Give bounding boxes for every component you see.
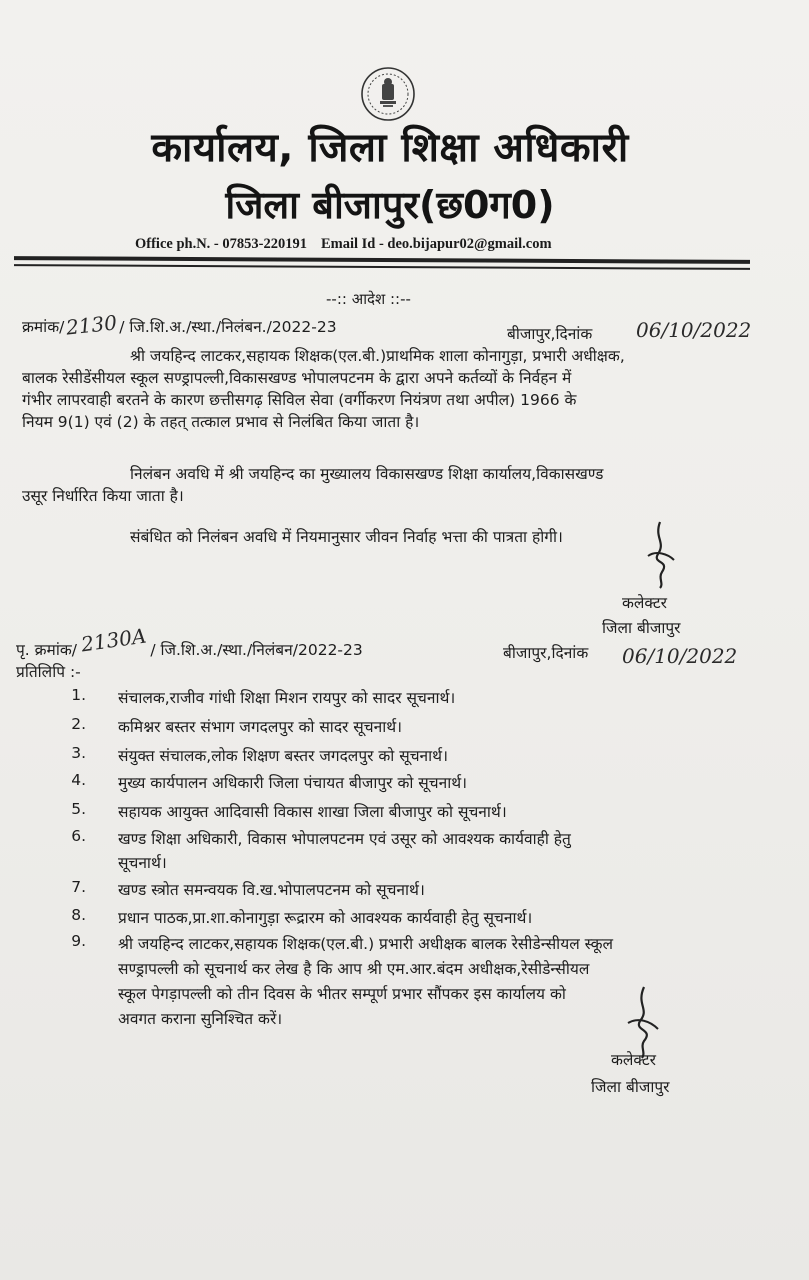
item-text: श्री जयहिन्द लाटकर,सहायक शिक्षक(एल.बी.) प्रभारी अधीक्षक बालक रेसीडेन्सीयल स्कूल <box>118 935 614 953</box>
item-number: 6. <box>71 827 86 845</box>
order-place-date-label: बीजापुर,दिनांक <box>507 325 593 343</box>
item-text: खण्ड स्त्रोत समन्वयक वि.ख.भोपालपटनम को सूचनार्थ। <box>118 881 425 899</box>
item-text: सहायक आयुक्त आदिवासी विकास शाखा जिला बीजापुर को सूचनार्थ। <box>118 803 507 821</box>
office-phone: Office ph.N. - 07853-220191 <box>135 236 307 252</box>
item-text: मुख्य कार्यपालन अधिकारी जिला पंचायत बीजापुर को सूचनार्थ। <box>118 774 468 792</box>
item-number: 5. <box>71 800 86 818</box>
office-title: कार्यालय, जिला शिक्षा अधिकारी <box>151 125 629 171</box>
item-text: अवगत कराना सुनिश्चित करें। <box>118 1010 283 1028</box>
item-number: 8. <box>71 906 86 924</box>
item-text: संयुक्त संचालक,लोक शिक्षण बस्तर जगदलपुर को सूचनार्थ। <box>118 747 448 765</box>
header-divider-thin <box>14 264 750 270</box>
office-email: Email Id - deo.bijapur02@gmail.com <box>320 236 552 252</box>
item-text: सण्ड्रापल्ली को सूचनार्थ कर लेख है कि आप श्री एम.आर.बंदम अधीक्षक,रेसीडेन्सीयल <box>118 960 590 978</box>
item-text: प्रधान पाठक,प्रा.शा.कोनागुड़ा रूद्रारम को आवश्यक कार्यवाही हेतु सूचनार्थ। <box>118 909 533 927</box>
endorsement-number-handwritten: 2130A <box>79 623 148 657</box>
order-signatory-title: कलेक्टर <box>622 594 668 612</box>
order-paragraph-2 <box>22 463 746 507</box>
endorsement-signatory-title: कलेक्टर <box>611 1051 657 1069</box>
header-divider <box>14 256 750 264</box>
contact-line <box>135 236 552 253</box>
order-number-suffix: / जि.शि.अ./स्था./निलंबन./2022-23 <box>119 318 337 336</box>
endorsement-date-handwritten: 06/10/2022 <box>622 644 738 668</box>
item-text: स्कूल पेगड़ापल्ली को तीन दिवस के भीतर सम्पूर्ण प्रभार सौंपकर इस कार्यालय को <box>118 985 566 1003</box>
para1-line: नियम 9(1) एवं (2) के तहत् तत्काल प्रभाव से निलंबित किया जाता है। <box>22 413 420 431</box>
endorsement-signatory-place: जिला बीजापुर <box>591 1078 670 1096</box>
para1-line: गंभीर लापरवाही बरतने के कारण छत्तीसगढ़ सिविल सेवा (वर्गीकरण नियंत्रण तथा अपील) 1966 के <box>22 391 577 409</box>
order-number-handwritten: 2130 <box>65 310 119 340</box>
item-number: 4. <box>71 771 86 789</box>
order-signatory-place: जिला बीजापुर <box>602 619 681 637</box>
endorsement-number <box>16 623 363 660</box>
order-date-handwritten: 06/10/2022 <box>636 318 752 342</box>
para1-line: बालक रेसीडेंसीयल स्कूल सण्ड्रापल्ली,विकासखण्ड भोपालपटनम के द्वारा अपने कर्तव्यों के निर्वहन में <box>22 369 572 387</box>
signature-scribble-icon <box>640 520 680 590</box>
item-number: 2. <box>71 715 86 733</box>
para2-line: निलंबन अवधि में श्री जयहिन्द का मुख्यालय विकासखण्ड शिक्षा कार्यालय,विकासखण्ड <box>130 465 604 483</box>
item-text: कमिश्नर बस्तर संभाग जगदलपुर को सादर सूचनार्थ। <box>118 718 403 736</box>
para1-line: श्री जयहिन्द लाटकर,सहायक शिक्षक(एल.बी.)प्राथमिक शाला कोनागुड़ा, प्रभारी अधीक्षक, <box>130 347 625 365</box>
order-number-prefix: क्रमांक/ <box>22 318 65 336</box>
copy-label: प्रतिलिपि :- <box>16 663 81 681</box>
order-number <box>22 310 337 340</box>
item-number: 7. <box>71 878 86 896</box>
endorsement-place-date-label: बीजापुर,दिनांक <box>503 644 589 662</box>
item-text: सूचनार्थ। <box>118 854 167 872</box>
order-paragraph-3: संबंधित को निलंबन अवधि में नियमानुसार जीवन निर्वाह भत्ता की पात्रता होगी। <box>130 528 563 546</box>
order-paragraph-1 <box>22 345 746 433</box>
order-heading: --:: आदेश ::-- <box>326 290 411 308</box>
item-text: खण्ड शिक्षा अधिकारी, विकास भोपालपटनम एवं उसूर को आवश्यक कार्यवाही हेतु <box>118 830 571 848</box>
para2-line: उसूर निर्धारित किया जाता है। <box>22 487 184 505</box>
district-title: जिला बीजापुर(छ0ग0) <box>225 183 555 227</box>
endorsement-number-prefix: पृ. क्रमांक/ <box>16 641 77 659</box>
item-number: 9. <box>71 932 86 950</box>
item-text: संचालक,राजीव गांधी शिक्षा मिशन रायपुर को सादर सूचनार्थ। <box>118 689 456 707</box>
item-number: 1. <box>71 686 86 704</box>
endorsement-number-suffix: / जि.शि.अ./स्था./निलंबन/2022-23 <box>150 641 363 659</box>
state-emblem-icon <box>360 66 416 122</box>
item-number: 3. <box>71 744 86 762</box>
